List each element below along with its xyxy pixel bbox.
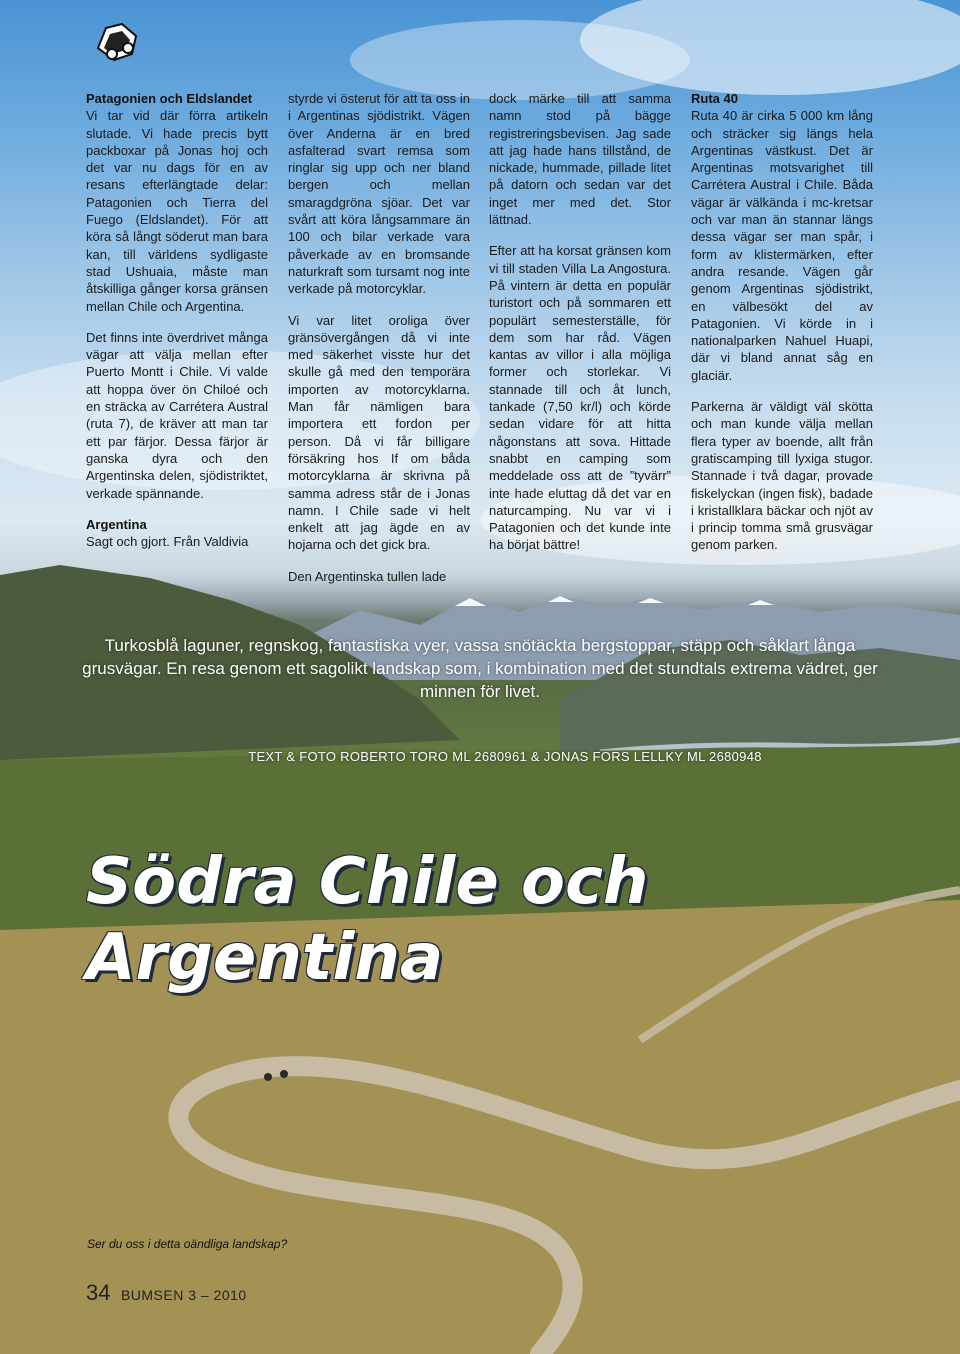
paragraph: Det finns inte överdrivet många vägar att välja mellan efter Puerto Montt i Chile. Vi valde att hoppa över ön Chiloé och en sträcka av Carrétera Austral (ruta 7), de kräver att man tar ett par färjor. Dessa färjor är ganska dyra och den Argentinska delen, sjödistriktet, verkade spännande.	[86, 329, 268, 501]
photo-caption: Ser du oss i detta oändliga landskap?	[87, 1237, 288, 1251]
author-credits: TEXT & FOTO ROBERTO TORO ML 2680961 & JONAS FORS LELLKY ML 2680948	[248, 749, 762, 764]
cloud	[350, 20, 690, 100]
title-line-2: Argentina	[86, 921, 444, 995]
magazine-issue: BUMSEN 3 – 2010	[120, 1287, 247, 1303]
section-heading: Patagonien och Eldslandet	[86, 91, 253, 106]
paragraph: dock märke till att samma namn stod på bägge registreringsbevisen. Jag sade att jag hade hans tillstånd, de nickade, hummade, pillade litet på datorn och sedan var det inget mer med det. Stor lättnad.	[489, 91, 671, 228]
paragraph: Den Argentinska tullen lade	[288, 568, 447, 584]
paragraph: Efter att ha korsat gränsen kom vi till staden Villa La Angostura. På vintern är detta en populär turistort och på sommaren ett populärt semesterställe, för dem som har råd. Vägen kantas av villor i alla möjliga former och storlekar. Vi stannade till och åt lunch, tankade (7,50 kr/l) och körde sedan vidare för att hitta någonstans att sova. Hittade snabbt en camping som meddelade oss att de ”tyvärr” inte hade eluttag då det var en naturcamping. Nu var vi i Patagonien och det kunde inte ha börjat bättre!	[489, 243, 671, 553]
section-heading: Argentina	[86, 516, 147, 532]
motorcycle-rider	[264, 1073, 272, 1081]
page-number: 34	[86, 1280, 111, 1305]
paragraph: styrde vi österut för att ta oss in i Argentinas sjödistrikt. Vägen över Anderna är en bred asfalterad svart remsa som ringlar sig upp och ner bland bergen och mellan smaragdgröna sjöar. Det var svårt att köra långsammare än 100 och bilar verkade vara påverkade av en bromsande naturkraft som tursamt nog inte verkade på motorcyklar.	[288, 91, 470, 297]
article-column-4	[691, 90, 873, 568]
motorcycle-rider	[280, 1070, 288, 1078]
article-intro-caption: Turkosblå laguner, regnskog, fantastiska vyer, vassa snötäckta bergstoppar, stäpp och såklart långa grusvägar. En resa genom ett sagolikt landskap som, i kombination med det stundtals extrema vädret, ger minnen för livet.	[82, 636, 878, 701]
article-column-3	[489, 90, 671, 568]
paragraph: Vi tar vid där förra artikeln slutade. Vi hade precis bytt packboxar på Jonas hoj och det var nu dags för en av resans efterlängtade delar: Patagonien och Tierra del Fuego (Eldslandet). För att köra så långt söderut man bara kan, till världens sydligaste stad Ushuaia, måste man åtskilliga gånger korsa gränsen mellan Chile och Argentina.	[86, 108, 268, 314]
page-footer	[86, 1280, 247, 1306]
paragraph: Sagt och gjort. Från Valdivia	[86, 534, 249, 550]
paragraph: Vi var litet oroliga över gränsövergången då vi inte med säkerhet visste hur det skulle gå med den temporära importen av motorcyklarna. Man får nämligen bara importera ett fordon per person. Då vi får billigare försäkring hos If om båda motorcyklarna är skrivna på samma adress står de i Jonas namn. I Chile sade vi helt enkelt att jag ägde en av hojarna och det gick bra.	[288, 312, 470, 553]
article-column-1	[86, 90, 268, 564]
article-title	[86, 844, 726, 996]
title-line-1: Södra Chile och	[86, 845, 649, 919]
paragraph: Parkerna är väldigt väl skötta och man kunde välja mellan flera typer av boende, allt från gratiscamping till lyxiga stugor. Stannade i två dagar, provade fiskelyckan (ingen fisk), badade i kristallklara bäckar och njöt av i princip tomma små grusvägar genom parken.	[691, 399, 873, 553]
snow-caps	[455, 596, 774, 606]
bumsen-logo	[92, 18, 140, 64]
paragraph: Ruta 40 är cirka 5 000 km lång och sträcker sig längs hela Argentinas västkust. Det är Argentinas motsvarighet till Carrétera Austral i Chile. Båda vägar är välkända i mc-kretsar och var man än stannar längs dessa vägar ser man spår, i form av klistermärken, efter andra resande. Vägen går genom Argentinas sjödistrikt, en välbesökt del av Patagonien. Vi körde in i nationalparken Nahuel Huapi, där vi bland annat såg en glaciär.	[691, 108, 873, 383]
section-heading: Ruta 40	[691, 91, 738, 106]
article-column-2	[288, 90, 470, 599]
